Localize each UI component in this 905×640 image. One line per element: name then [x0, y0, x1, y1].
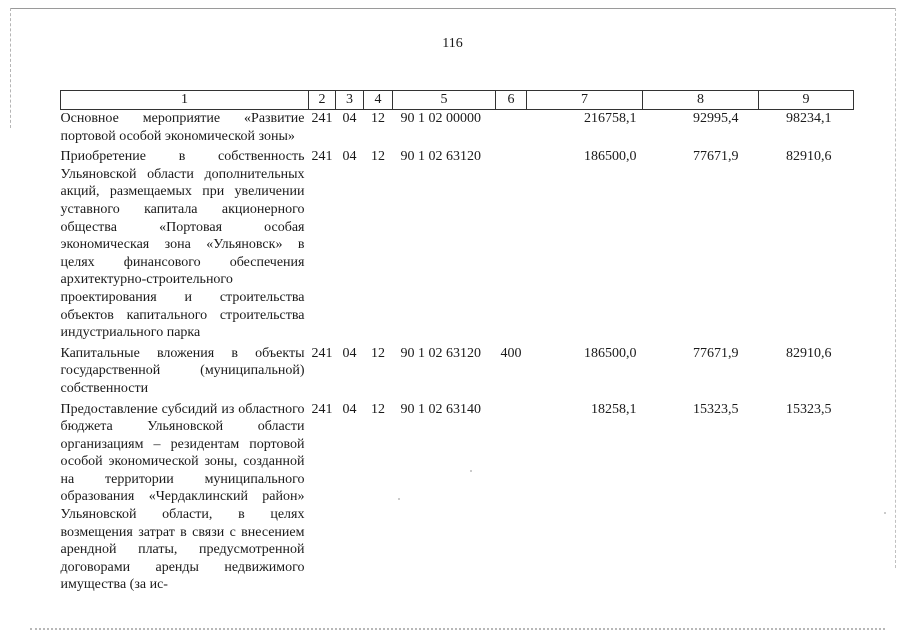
scan-speck — [884, 512, 886, 514]
page-number: 116 — [442, 36, 463, 51]
column-header-6: 6 — [496, 91, 527, 110]
scan-edge-bottom — [30, 628, 885, 633]
row-code-expense-type — [496, 145, 527, 342]
row-name: Предоставление субсидий из областного бюджета Ульяновской области организациям – резидентам портовой особой экономической зоны, созданной на территории муниципального образования «Чердаклинский район» Ульяновской области, в целях возмещения затрат в связи с внесением арендной платы, предусмотренной договорами аренды недвижимого имущества (за ис- — [60, 401, 305, 593]
scan-edge-left — [10, 8, 12, 128]
column-header-2: 2 — [309, 91, 336, 110]
row-amount-8: 77671,9 — [693, 345, 739, 361]
row-amount-7: 186500,0 — [584, 345, 637, 361]
header-row — [61, 91, 854, 110]
row-amount-8: 77671,9 — [693, 149, 739, 165]
budget-table — [60, 90, 854, 594]
row-amount-7: 18258,1 — [591, 401, 637, 417]
row-code-target: 90 1 02 63140 — [400, 401, 481, 417]
column-header-7: 7 — [527, 91, 643, 110]
column-header-8: 8 — [643, 91, 759, 110]
row-amount-9: 82910,6 — [786, 345, 832, 361]
column-header-1: 1 — [61, 91, 309, 110]
row-code-ministry: 241 — [311, 345, 333, 361]
column-header-5: 5 — [393, 91, 496, 110]
scan-edge-top — [10, 8, 895, 9]
row-amount-7: 186500,0 — [584, 149, 637, 165]
row-code-section: 04 — [342, 401, 357, 417]
scan-speck — [470, 470, 472, 472]
row-name: Основное мероприятие «Развитие портовой особой экономической зоны» — [60, 111, 305, 144]
table-row — [61, 145, 854, 342]
row-code-ministry: 241 — [311, 149, 333, 165]
row-amount-8: 15323,5 — [693, 401, 739, 417]
scan-speck — [398, 498, 400, 500]
row-code-section: 04 — [342, 345, 357, 361]
table-row — [61, 342, 854, 398]
row-code-expense-type — [496, 398, 527, 595]
row-code-expense-type — [496, 110, 527, 146]
row-name: Приобретение в собственность Ульяновской области дополнительных акций, размещаемых при увеличении уставного капитала акционерного общества «Портовая особая экономическая зона «Ульяновск» в целях финансового обеспечения архитектурно-строительного проектирования и строительства объектов капитального строительства индустриального парка — [60, 149, 305, 341]
row-amount-9: 15323,5 — [786, 401, 832, 417]
row-code-ministry: 241 — [311, 111, 333, 126]
row-code-expense-type: 400 — [500, 345, 522, 361]
row-code-subsection: 12 — [371, 111, 385, 126]
row-amount-9: 82910,6 — [786, 149, 832, 165]
row-amount-7: 216758,1 — [584, 111, 637, 126]
row-name: Капитальные вложения в объекты государственной (муниципальной) собственности — [60, 345, 305, 396]
column-header-4: 4 — [364, 91, 393, 110]
row-code-subsection: 12 — [371, 345, 385, 361]
row-amount-8: 92995,4 — [693, 111, 739, 126]
row-code-target: 90 1 02 63120 — [400, 345, 481, 361]
row-code-ministry: 241 — [311, 401, 333, 417]
row-code-subsection: 12 — [371, 401, 385, 417]
row-code-section: 04 — [342, 111, 357, 126]
column-header-9: 9 — [759, 91, 854, 110]
table-row — [61, 398, 854, 595]
scan-edge-right — [895, 8, 897, 568]
row-code-target: 90 1 02 00000 — [400, 111, 481, 126]
row-code-subsection: 12 — [371, 149, 385, 165]
column-header-3: 3 — [336, 91, 364, 110]
table-row — [61, 110, 854, 146]
row-amount-9: 98234,1 — [786, 111, 832, 126]
row-code-target: 90 1 02 63120 — [400, 149, 481, 165]
row-code-section: 04 — [342, 149, 357, 165]
